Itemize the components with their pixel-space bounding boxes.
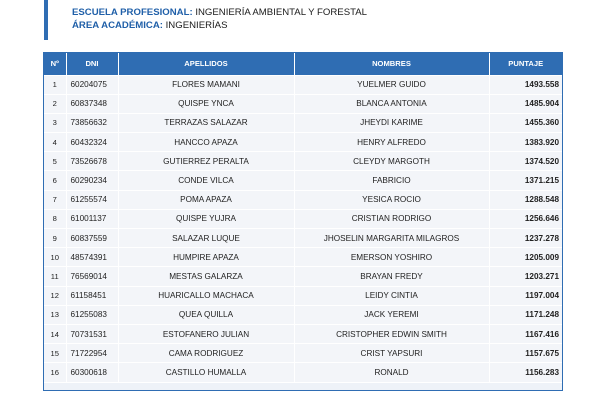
row-nombres: BLANCA ANTONIA [294,94,489,113]
header-dni: DNI [66,53,118,75]
row-number: 16 [44,363,66,382]
table-row [44,363,562,382]
row-nombres: CRIST YAPSURI [294,344,489,363]
table-row [44,75,562,94]
school-value: INGENIERÍA AMBIENTAL Y FORESTAL [195,7,367,18]
row-dni: 60837559 [66,229,118,248]
row-puntaje: 1485.904 [489,94,562,113]
row-apellidos: HUMPIRE APAZA [118,248,294,267]
results-table [44,53,562,383]
row-nombres: CRISTOPHER EDWIN SMITH [294,324,489,343]
table-row [44,133,562,152]
row-apellidos: CASTILLO HUMALLA [118,363,294,382]
row-number: 1 [44,75,66,94]
row-apellidos: GUTIERREZ PERALTA [118,152,294,171]
row-apellidos: CONDE VILCA [118,171,294,190]
row-nombres: LEIDY CINTIA [294,286,489,305]
row-dni: 73856632 [66,113,118,132]
header-nombres: NOMBRES [294,53,489,75]
row-nombres: RONALD [294,363,489,382]
row-dni: 70731531 [66,324,118,343]
row-nombres: CLEYDY MARGOTH [294,152,489,171]
row-number: 8 [44,209,66,228]
row-number: 3 [44,113,66,132]
row-puntaje: 1455.360 [489,113,562,132]
row-number: 14 [44,324,66,343]
table-row [44,305,562,324]
row-apellidos: QUISPE YNCA [118,94,294,113]
table-row [44,113,562,132]
area-value: INGENIERÍAS [165,20,228,31]
row-puntaje: 1256.646 [489,209,562,228]
row-apellidos: QUEA QUILLA [118,305,294,324]
row-nombres: FABRICIO [294,171,489,190]
row-nombres: YUELMER GUIDO [294,75,489,94]
row-puntaje: 1371.215 [489,171,562,190]
header-apellidos: APELLIDOS [118,53,294,75]
row-dni: 61255574 [66,190,118,209]
row-puntaje: 1167.416 [489,324,562,343]
row-apellidos: TERRAZAS SALAZAR [118,113,294,132]
row-puntaje: 1156.283 [489,363,562,382]
row-dni: 60290234 [66,171,118,190]
row-dni: 61255083 [66,305,118,324]
row-number: 2 [44,94,66,113]
row-nombres: YESICA ROCIO [294,190,489,209]
row-number: 12 [44,286,66,305]
row-puntaje: 1171.248 [489,305,562,324]
school-line [72,6,564,19]
document-header [44,0,564,40]
row-apellidos: FLORES MAMANI [118,75,294,94]
row-puntaje: 1205.009 [489,248,562,267]
row-number: 13 [44,305,66,324]
row-puntaje: 1288.548 [489,190,562,209]
row-dni: 61001137 [66,209,118,228]
row-number: 6 [44,171,66,190]
row-number: 7 [44,190,66,209]
row-dni: 76569014 [66,267,118,286]
row-dni: 73526678 [66,152,118,171]
row-nombres: JHOSELIN MARGARITA MILAGROS [294,229,489,248]
table-row [44,94,562,113]
table-row [44,171,562,190]
table-header-row [44,53,562,75]
row-puntaje: 1197.004 [489,286,562,305]
row-apellidos: POMA APAZA [118,190,294,209]
row-number: 9 [44,229,66,248]
table-row [44,286,562,305]
row-nombres: JHEYDI KARIME [294,113,489,132]
table-row [44,152,562,171]
table-row [44,248,562,267]
row-apellidos: HANCCO APAZA [118,133,294,152]
table-row [44,209,562,228]
row-number: 10 [44,248,66,267]
row-dni: 60432324 [66,133,118,152]
area-line [72,19,564,32]
row-nombres: EMERSON YOSHIRO [294,248,489,267]
row-dni: 60837348 [66,94,118,113]
row-apellidos: SALAZAR LUQUE [118,229,294,248]
row-apellidos: MESTAS GALARZA [118,267,294,286]
header-number: Nº [44,53,66,75]
table-row [44,344,562,363]
row-nombres: BRAYAN FREDY [294,267,489,286]
row-dni: 60300618 [66,363,118,382]
row-apellidos: HUARICALLO MACHACA [118,286,294,305]
area-label: ÁREA ACADÉMICA: [72,20,163,31]
row-puntaje: 1374.520 [489,152,562,171]
row-puntaje: 1203.271 [489,267,562,286]
row-puntaje: 1237.278 [489,229,562,248]
row-nombres: JACK YEREMI [294,305,489,324]
row-apellidos: CAMA RODRIGUEZ [118,344,294,363]
table-body [44,75,562,382]
row-dni: 48574391 [66,248,118,267]
table-row [44,324,562,343]
row-puntaje: 1383.920 [489,133,562,152]
row-nombres: HENRY ALFREDO [294,133,489,152]
header-puntaje: PUNTAJE [489,53,562,75]
row-number: 4 [44,133,66,152]
row-dni: 60204075 [66,75,118,94]
table-row [44,267,562,286]
results-table-container [43,52,563,391]
school-label: ESCUELA PROFESIONAL: [72,7,193,18]
row-puntaje: 1157.675 [489,344,562,363]
row-apellidos: ESTOFANERO JULIAN [118,324,294,343]
row-dni: 71722954 [66,344,118,363]
row-dni: 61158451 [66,286,118,305]
table-row [44,229,562,248]
row-number: 15 [44,344,66,363]
row-apellidos: QUISPE YUJRA [118,209,294,228]
row-nombres: CRISTIAN RODRIGO [294,209,489,228]
table-row [44,190,562,209]
row-number: 5 [44,152,66,171]
row-puntaje: 1493.558 [489,75,562,94]
row-number: 11 [44,267,66,286]
